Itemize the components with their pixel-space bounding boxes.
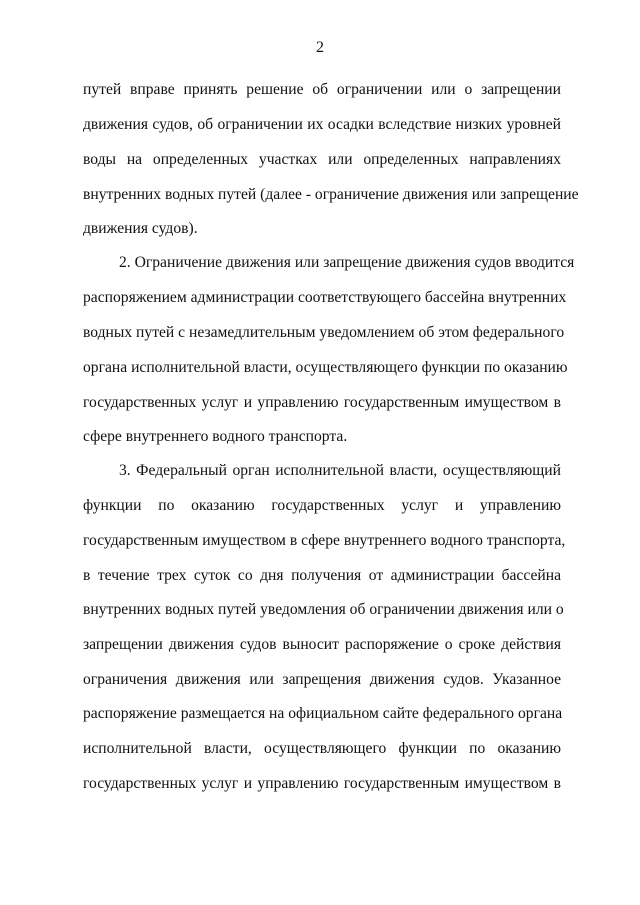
text-line: распоряжением администрации соответствующего бассейна внутренних (83, 289, 567, 306)
text-line: распоряжение размещается на официальном сайте федерального органа (83, 705, 563, 722)
text-line: исполнительной власти, осуществляющего функции по оказанию (83, 740, 561, 757)
page-number: 2 (316, 39, 324, 56)
text-line: в течение трех суток со дня получения от администрации бассейна (83, 567, 561, 584)
text-line: движения судов). (83, 220, 198, 237)
text-line: запрещении движения судов выносит распоряжение о сроке действия (83, 636, 561, 653)
text-line: государственных услуг и управлению государственным имуществом в (83, 394, 561, 411)
text-line: внутренних водных путей уведомления об ограничении движения или о (83, 601, 564, 618)
text-line: водных путей с незамедлительным уведомлением об этом федерального (83, 324, 565, 341)
text-line: движения судов, об ограничении их осадки вследствие низких уровней (83, 116, 561, 133)
text-line: ограничения движения или запрещения движения судов. Указанное (83, 671, 561, 688)
text-line: воды на определенных участках или определенных направлениях (83, 151, 561, 168)
text-line: сфере внутреннего водного транспорта. (83, 428, 348, 445)
text-line: внутренних водных путей (далее - ограничение движения или запрещение (83, 186, 579, 203)
text-line: государственных услуг и управлению государственным имуществом в (83, 775, 561, 792)
text-line: органа исполнительной власти, осуществляющего функции по оказанию (83, 359, 568, 376)
text-line: 2. Ограничение движения или запрещение движения судов вводится (119, 254, 575, 271)
text-line: функции по оказанию государственных услуг и управлению (83, 497, 561, 514)
text-line: 3. Федеральный орган исполнительной власти, осуществляющий (119, 462, 561, 479)
text-line: путей вправе принять решение об ограничении или о запрещении (83, 81, 561, 98)
text-line: государственным имуществом в сфере внутреннего водного транспорта, (83, 532, 566, 549)
